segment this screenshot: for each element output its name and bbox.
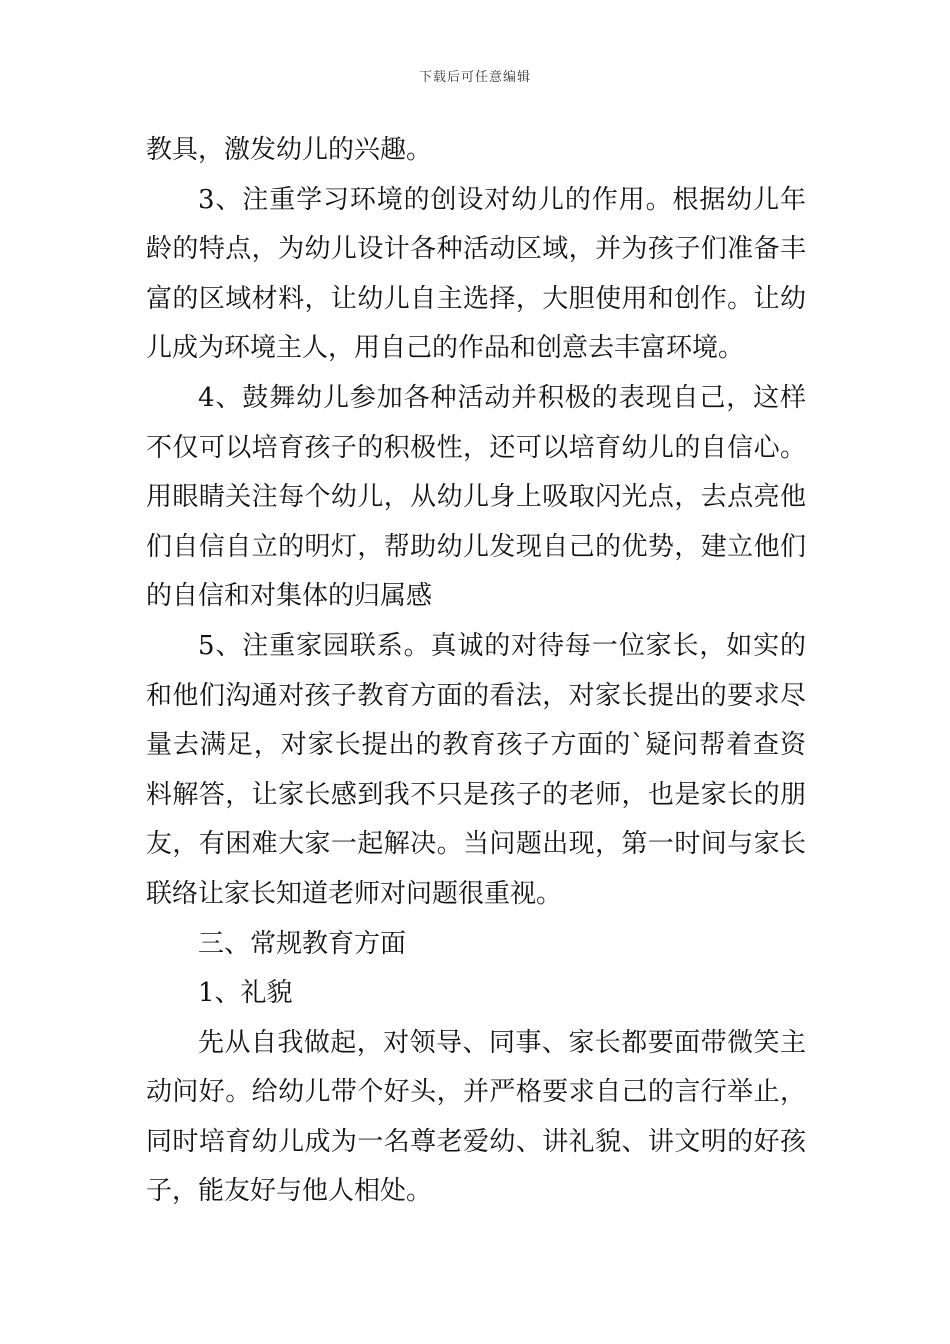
subsection-heading: 1、礼貌 (198, 978, 293, 1009)
paragraph-5: 先从自我做起，对领导、同事、家长都要面带微笑主动问好。给幼儿带个好头，并严格要求自己的言行举止，同时培育幼儿成为一名尊老爱幼、讲礼貌、讲文明的好孩子，能友好与他人相处。 (146, 1027, 806, 1207)
paragraph-4: 5、注重家园联系。真诚的对待每一位家长，如实的和他们沟通对孩子教育方面的看法，对家长提出的要求尽量去满足，对家长提出的教育孩子方面的`疑问帮着查资料解答，让家长感到我不只是孩子的老师，也是家长的朋友，有困难大家一起解决。当问题出现，第一时间与家长联络让家长知道老师对问题很重视。 (146, 630, 806, 909)
section-heading: 三、常规教育方面 (198, 928, 407, 959)
paragraph-3: 4、鼓舞幼儿参加各种活动并积极的表现自己，这样不仅可以培育孩子的积极性，还可以培育幼儿的自信心。用眼睛关注每个幼儿，从幼儿身上吸取闪光点，去点亮他们自信自立的明灯，帮助幼儿发现自己的优势，建立他们的自信和对集体的归属感 (146, 382, 806, 612)
document-body (146, 126, 806, 1217)
paragraph-1: 教具，激发幼儿的兴趣。 (146, 135, 433, 165)
paragraph-2: 3、注重学习环境的创设对幼儿的作用。根据幼儿年龄的特点，为幼儿设计各种活动区域，并为孩子们准备丰富的区域材料，让幼儿自主选择，大胆使用和创作。让幼儿成为环境主人，用自己的作品和创意去丰富环境。 (146, 184, 806, 364)
page-header: 下载后可任意编辑 (418, 70, 531, 85)
